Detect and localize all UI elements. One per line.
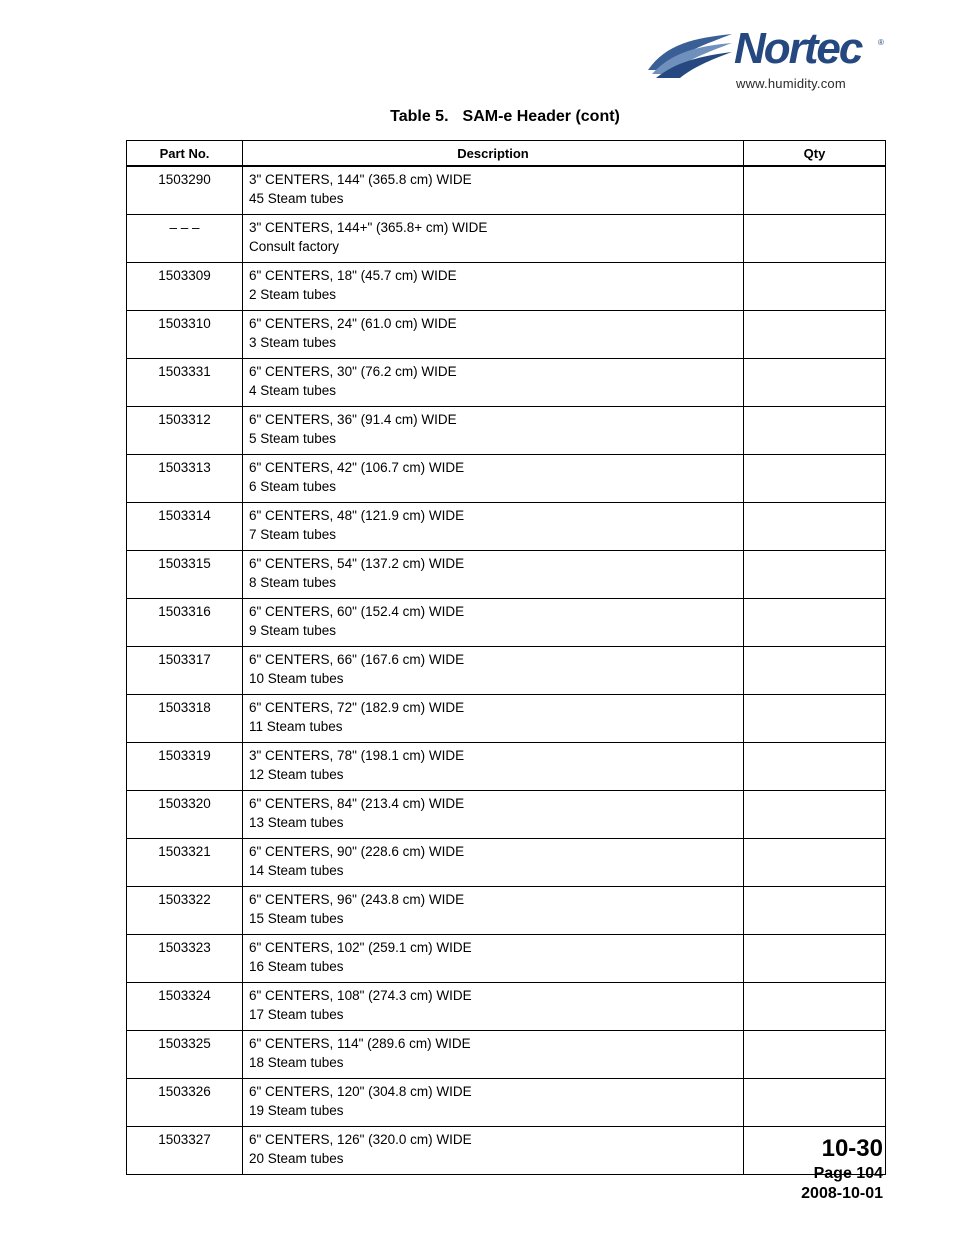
part-number-cell [127, 983, 243, 1031]
description-cell [243, 887, 744, 935]
qty-cell [744, 263, 886, 311]
part-number: 1503314 [158, 508, 211, 523]
part-number-cell [127, 359, 243, 407]
table-row [127, 935, 886, 983]
qty-cell [744, 647, 886, 695]
part-number: 1503317 [158, 652, 211, 667]
nortec-logo [646, 24, 886, 94]
registered-mark: ® [878, 38, 884, 47]
part-number-cell [127, 695, 243, 743]
description-line-2: 10 Steam tubes [249, 671, 344, 686]
table-row [127, 215, 886, 263]
description-cell [243, 455, 744, 503]
part-number: 1503309 [158, 268, 211, 283]
part-number-cell [127, 791, 243, 839]
parts-table [126, 140, 886, 1175]
description-cell [243, 503, 744, 551]
description-line-2: 13 Steam tubes [249, 815, 344, 830]
description-line-2: 15 Steam tubes [249, 911, 344, 926]
qty-cell [744, 743, 886, 791]
qty-cell [744, 599, 886, 647]
wave-logo-icon [646, 30, 736, 80]
table-row [127, 1079, 886, 1127]
part-number: 1503310 [158, 316, 211, 331]
description-line-2: 2 Steam tubes [249, 287, 337, 302]
part-number: 1503290 [158, 172, 211, 187]
website-url: www.humidity.com [736, 76, 846, 91]
part-number-cell [127, 215, 243, 263]
document-date: 2008-10-01 [801, 1185, 883, 1202]
description-line-1: 6" CENTERS, 126" (320.0 cm) WIDE [249, 1132, 472, 1147]
description-cell [243, 1031, 744, 1079]
description-cell [243, 1127, 744, 1175]
part-number: 1503331 [158, 364, 211, 379]
part-number: 1503312 [158, 412, 211, 427]
description-cell [243, 551, 744, 599]
description-line-1: 6" CENTERS, 90" (228.6 cm) WIDE [249, 844, 465, 859]
table-row [127, 599, 886, 647]
table-header-row [127, 141, 886, 167]
part-number: 1503318 [158, 700, 211, 715]
part-number-cell [127, 455, 243, 503]
description-line-2: 11 Steam tubes [249, 719, 343, 734]
part-number-cell [127, 1031, 243, 1079]
table-row [127, 839, 886, 887]
description-line-1: 6" CENTERS, 114" (289.6 cm) WIDE [249, 1036, 471, 1051]
description-cell [243, 166, 744, 215]
qty-cell [744, 215, 886, 263]
qty-cell [744, 1031, 886, 1079]
table-row [127, 263, 886, 311]
description-line-1: 6" CENTERS, 18" (45.7 cm) WIDE [249, 268, 457, 283]
description-line-1: 6" CENTERS, 108" (274.3 cm) WIDE [249, 988, 472, 1003]
table-row [127, 743, 886, 791]
description-cell [243, 215, 744, 263]
description-line-2: 5 Steam tubes [249, 431, 337, 446]
description-line-1: 6" CENTERS, 96" (243.8 cm) WIDE [249, 892, 465, 907]
table-row [127, 503, 886, 551]
part-number: 1503322 [158, 892, 211, 907]
part-number: 1503319 [158, 748, 211, 763]
description-line-2: Consult factory [249, 239, 340, 254]
description-line-1: 6" CENTERS, 48" (121.9 cm) WIDE [249, 508, 465, 523]
description-line-1: 6" CENTERS, 36" (91.4 cm) WIDE [249, 412, 457, 427]
description-line-1: 6" CENTERS, 42" (106.7 cm) WIDE [249, 460, 465, 475]
qty-cell [744, 983, 886, 1031]
part-number-cell [127, 263, 243, 311]
description-cell [243, 311, 744, 359]
description-line-1: 6" CENTERS, 72" (182.9 cm) WIDE [249, 700, 465, 715]
column-header-qty: Qty [744, 141, 886, 167]
qty-cell [744, 1079, 886, 1127]
part-number: 1503313 [158, 460, 211, 475]
description-line-1: 3" CENTERS, 78" (198.1 cm) WIDE [249, 748, 465, 763]
qty-cell [744, 791, 886, 839]
description-line-2: 8 Steam tubes [249, 575, 337, 590]
table-row [127, 407, 886, 455]
description-line-1: 3" CENTERS, 144+" (365.8+ cm) WIDE [249, 220, 488, 235]
part-number-cell [127, 1127, 243, 1175]
description-cell [243, 599, 744, 647]
description-line-1: 6" CENTERS, 84" (213.4 cm) WIDE [249, 796, 465, 811]
column-header-part-no: Part No. [127, 141, 243, 167]
description-cell [243, 647, 744, 695]
qty-cell [744, 839, 886, 887]
description-line-1: 6" CENTERS, 54" (137.2 cm) WIDE [249, 556, 465, 571]
brand-name: Nortec [734, 24, 862, 73]
table-row [127, 887, 886, 935]
qty-cell [744, 166, 886, 215]
table-row [127, 791, 886, 839]
description-cell [243, 695, 744, 743]
qty-cell [744, 359, 886, 407]
description-line-2: 9 Steam tubes [249, 623, 337, 638]
part-number: 1503320 [158, 796, 211, 811]
table-title: SAM-e Header (cont) [462, 108, 620, 125]
description-line-1: 6" CENTERS, 66" (167.6 cm) WIDE [249, 652, 465, 667]
table-row [127, 359, 886, 407]
table-row [127, 311, 886, 359]
description-cell [243, 791, 744, 839]
description-cell [243, 743, 744, 791]
description-line-2: 14 Steam tubes [249, 863, 344, 878]
part-number-cell [127, 935, 243, 983]
description-line-2: 12 Steam tubes [249, 767, 344, 782]
page-footer [801, 1134, 883, 1204]
page-number: Page 104 [813, 1165, 883, 1182]
part-number-cell [127, 887, 243, 935]
part-number-cell [127, 1079, 243, 1127]
column-header-description: Description [243, 141, 744, 167]
description-cell [243, 407, 744, 455]
table-row [127, 647, 886, 695]
description-line-2: 20 Steam tubes [249, 1151, 344, 1166]
part-number-cell [127, 166, 243, 215]
table-row [127, 455, 886, 503]
part-number-cell [127, 551, 243, 599]
part-number-cell [127, 839, 243, 887]
description-line-2: 4 Steam tubes [249, 383, 337, 398]
part-number: 1503321 [158, 844, 211, 859]
part-number-cell [127, 743, 243, 791]
part-number: 1503325 [158, 1036, 211, 1051]
description-line-1: 6" CENTERS, 120" (304.8 cm) WIDE [249, 1084, 472, 1099]
description-line-1: 6" CENTERS, 60" (152.4 cm) WIDE [249, 604, 465, 619]
qty-cell [744, 407, 886, 455]
table-row [127, 695, 886, 743]
table-row [127, 1031, 886, 1079]
description-line-1: 6" CENTERS, 30" (76.2 cm) WIDE [249, 364, 457, 379]
table-number: Table 5. [390, 108, 449, 125]
table-row [127, 166, 886, 215]
description-cell [243, 359, 744, 407]
description-cell [243, 935, 744, 983]
qty-cell [744, 887, 886, 935]
qty-cell [744, 455, 886, 503]
part-number: 1503324 [158, 988, 211, 1003]
description-line-2: 19 Steam tubes [249, 1103, 344, 1118]
description-cell [243, 1079, 744, 1127]
part-number: 1503327 [158, 1132, 211, 1147]
description-cell [243, 263, 744, 311]
part-number-cell [127, 647, 243, 695]
qty-cell [744, 551, 886, 599]
table-row [127, 983, 886, 1031]
part-number: 1503315 [158, 556, 211, 571]
part-number-cell [127, 503, 243, 551]
description-line-1: 6" CENTERS, 102" (259.1 cm) WIDE [249, 940, 472, 955]
part-number-cell [127, 599, 243, 647]
part-number-cell [127, 311, 243, 359]
part-number: 1503326 [158, 1084, 211, 1099]
qty-cell [744, 695, 886, 743]
section-number: 10-30 [821, 1135, 883, 1162]
description-cell [243, 983, 744, 1031]
description-line-2: 3 Steam tubes [249, 335, 337, 350]
description-cell [243, 839, 744, 887]
part-number: – – – [169, 220, 200, 235]
description-line-1: 6" CENTERS, 24" (61.0 cm) WIDE [249, 316, 457, 331]
part-number-cell [127, 407, 243, 455]
description-line-2: 45 Steam tubes [249, 191, 344, 206]
part-number: 1503316 [158, 604, 211, 619]
description-line-2: 17 Steam tubes [249, 1007, 344, 1022]
description-line-2: 18 Steam tubes [249, 1055, 344, 1070]
table-row [127, 551, 886, 599]
table-caption [0, 108, 954, 126]
table-row [127, 1127, 886, 1175]
part-number: 1503323 [158, 940, 211, 955]
qty-cell [744, 935, 886, 983]
qty-cell [744, 503, 886, 551]
description-line-2: 7 Steam tubes [249, 527, 337, 542]
description-line-1: 3" CENTERS, 144" (365.8 cm) WIDE [249, 172, 472, 187]
description-line-2: 16 Steam tubes [249, 959, 344, 974]
description-line-2: 6 Steam tubes [249, 479, 337, 494]
qty-cell [744, 311, 886, 359]
